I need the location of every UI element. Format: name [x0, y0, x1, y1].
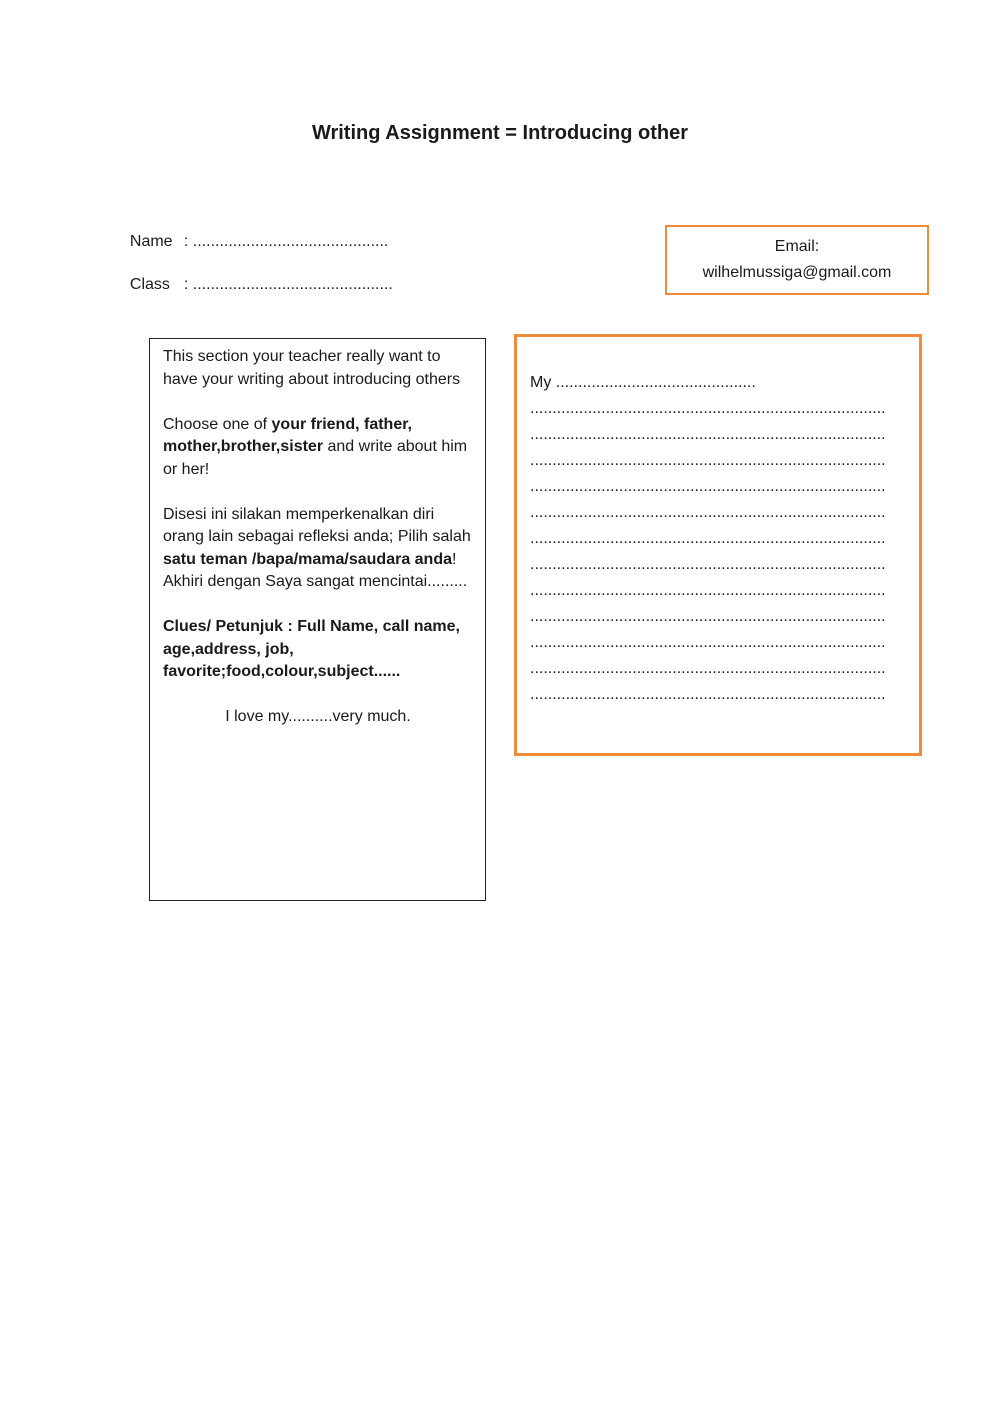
writing-line[interactable]: ................................................................................	[530, 400, 886, 417]
writing-line[interactable]: ................................................................................	[530, 634, 886, 651]
name-label: Name	[129, 233, 173, 250]
class-label: Class	[129, 276, 170, 293]
writing-line[interactable]: ................................................................................	[530, 608, 886, 625]
name-field	[121, 215, 388, 251]
instruction-choose-end: and write about him or her!	[163, 438, 468, 478]
name-blank[interactable]: : ............................................	[183, 233, 389, 250]
class-blank[interactable]: : .............................................	[183, 276, 393, 293]
instruction-clues: Clues/ Petunjuk : Full Name, call name, age,address, job, favorite;food,colour,subject......	[163, 618, 460, 680]
writing-area[interactable]	[514, 334, 922, 756]
writing-line[interactable]: ................................................................................	[530, 686, 886, 703]
page-title: Writing Assignment = Introducing other	[311, 122, 689, 144]
writing-line[interactable]: ................................................................................	[530, 478, 886, 495]
writing-line[interactable]: ................................................................................	[530, 504, 886, 521]
class-field	[121, 258, 393, 294]
email-address: wilhelmussiga@gmail.com	[702, 264, 892, 281]
instruction-id-bold: satu teman /bapa/mama/saudara anda	[163, 550, 452, 568]
writing-line[interactable]: ................................................................................	[530, 582, 886, 599]
instruction-choose-text: Choose one of	[163, 415, 272, 433]
instruction-closing: I love my..........very much.	[225, 708, 411, 725]
writing-line[interactable]: ................................................................................	[530, 660, 886, 677]
instruction-id-end: ! Akhiri dengan Saya sangat mencintai.........	[163, 550, 468, 590]
email-label: Email:	[774, 238, 820, 255]
instruction-id-text: Disesi ini silakan memperkenalkan diri orang lain sebagai refleksi anda; Pilih salah	[163, 505, 471, 545]
writing-line[interactable]: ................................................................................	[530, 530, 886, 547]
instruction-intro: This section your teacher really want to have your writing about introducing others	[163, 348, 461, 388]
instruction-choose	[163, 414, 473, 482]
writing-line[interactable]: ................................................................................	[530, 452, 886, 469]
instruction-indonesian	[163, 504, 473, 594]
writing-line[interactable]: ................................................................................	[530, 426, 886, 443]
instruction-choose-bold: your friend, father, mother,brother,sister	[163, 415, 412, 455]
writing-first-line[interactable]: My .............................................	[530, 374, 756, 391]
writing-line[interactable]: ................................................................................	[530, 556, 886, 573]
instructions-box	[149, 338, 486, 901]
email-box	[665, 225, 929, 295]
